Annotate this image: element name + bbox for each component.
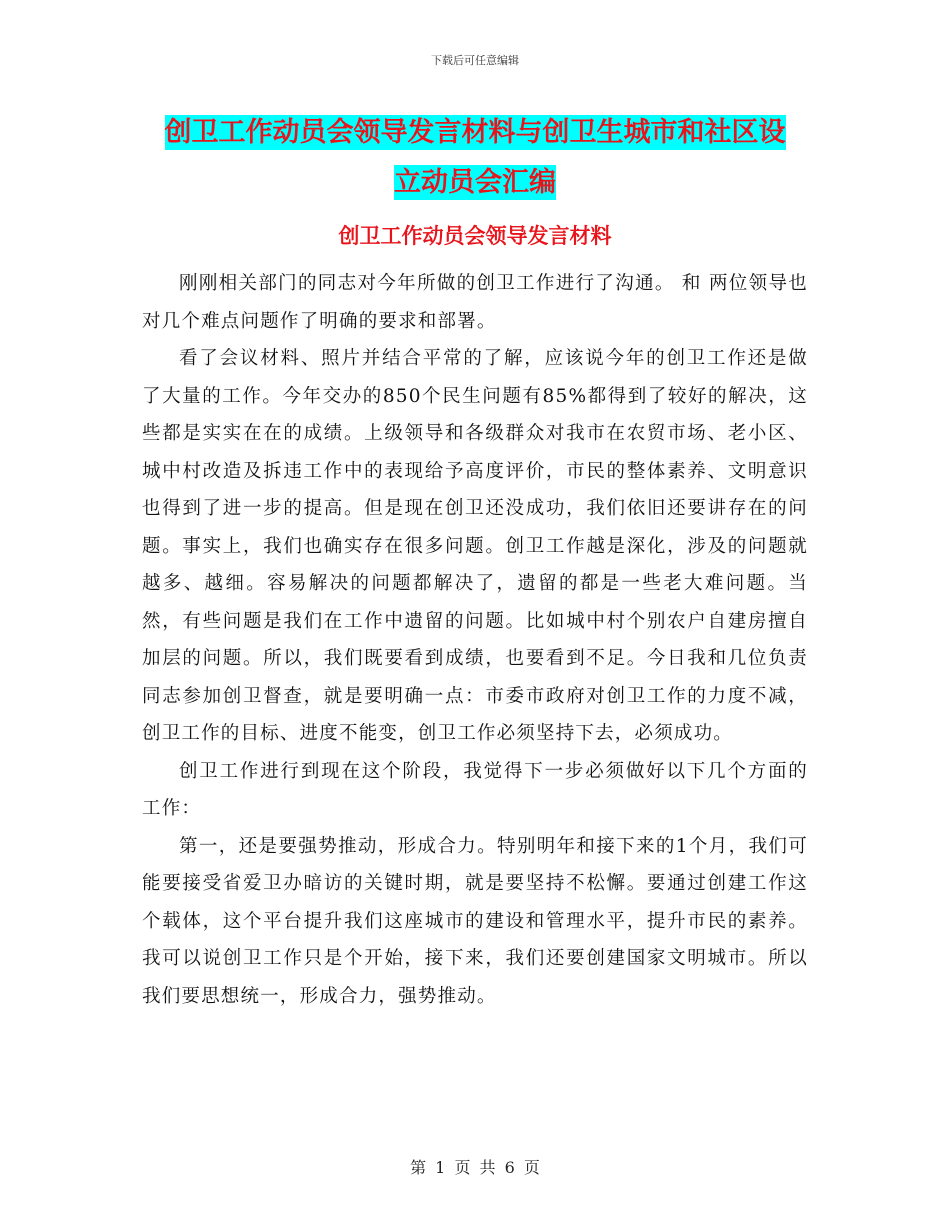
- section-title: 创卫工作动员会领导发言材料: [338, 224, 612, 248]
- main-title-line-2: 立动员会汇编: [394, 167, 556, 198]
- paragraph: 创卫工作进行到现在这个阶段，我觉得下一步必须做好以下几个方面的工作：: [142, 760, 808, 819]
- document-body: [142, 265, 808, 1015]
- main-title-line-1: 创卫工作动员会领导发言材料与创卫生城市和社区设: [164, 117, 786, 148]
- page-header-note: 下载后可任意编辑: [431, 54, 519, 67]
- page-number: 第 1 页 共 6 页: [410, 1158, 540, 1177]
- main-title: [140, 108, 810, 208]
- paragraph: 看了会议材料、照片并结合平常的了解，应该说今年的创卫工作还是做了大量的工作。今年交办的850个民生问题有85%都得到了较好的解决，这些都是实实在在的成绩。上级领导和各级群众对我市在农贸市场、老小区、城中村改造及拆违工作中的表现给予高度评价，市民的整体素养、文明意识也得到了进一步的提高。但是现在创卫还没成功，我们依旧还要讲存在的问题。事实上，我们也确实存在很多问题。创卫工作越是深化，涉及的问题就越多、越细。容易解决的问题都解决了，遗留的都是一些老大难问题。当然，有些问题是我们在工作中遗留的问题。比如城中村个别农户自建房擅自加层的问题。所以，我们既要看到成绩，也要看到不足。今日我和几位负责同志参加创卫督查，就是要明确一点：市委市政府对创卫工作的力度不减，创卫工作的目标、进度不能变，创卫工作必须坚持下去，必须成功。: [142, 348, 808, 744]
- paragraph: 刚刚相关部门的同志对今年所做的创卫工作进行了沟通。 和 两位领导也对几个难点问题作了明确的要求和部署。: [142, 273, 808, 332]
- paragraph: 第一，还是要强势推动，形成合力。特别明年和接下来的1个月，我们可能要接受省爱卫办暗访的关键时期，就是要坚持不松懈。要通过创建工作这个载体，这个平台提升我们这座城市的建设和管理水平，提升市民的素养。我可以说创卫工作只是个开始，接下来，我们还要创建国家文明城市。所以我们要思想统一，形成合力，强势推动。: [142, 835, 808, 1007]
